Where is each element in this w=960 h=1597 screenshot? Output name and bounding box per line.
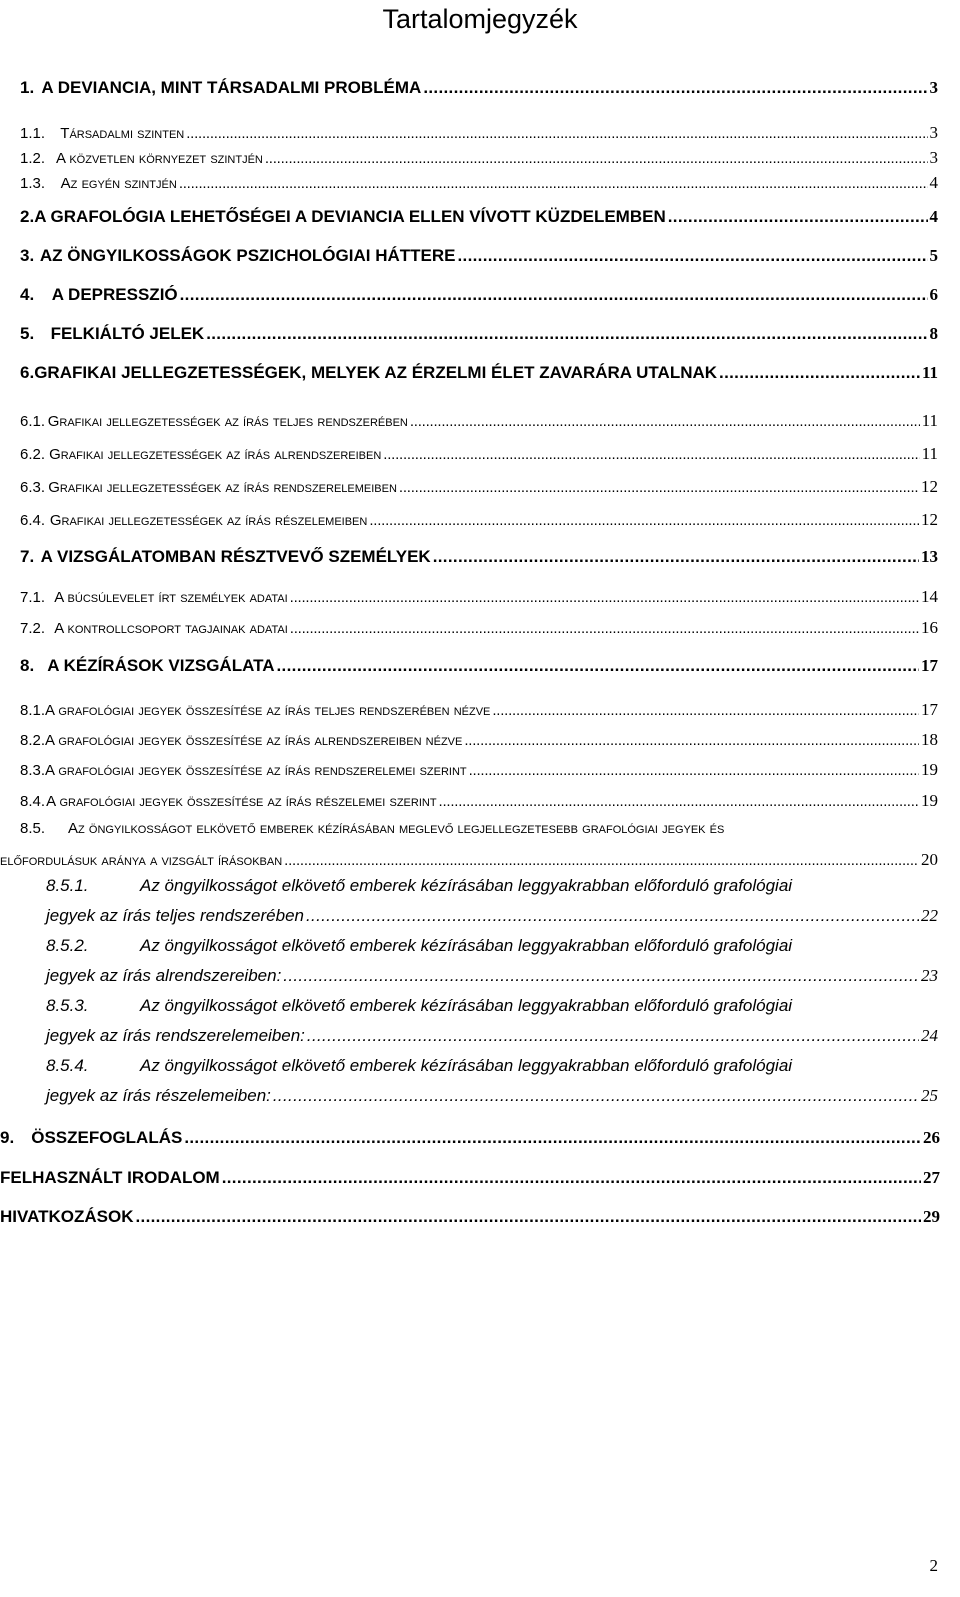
toc-label: Grafikai jellegzetességek az írás alrendszereiben	[49, 446, 382, 463]
toc-leader-dots	[284, 852, 919, 869]
toc-label: A DEPRESSZIÓ	[51, 285, 178, 304]
toc-entry-8-5-cont[interactable]	[0, 850, 938, 870]
toc-label: A grafológiai jegyek összesítése az írás alrendszereiben nézve	[45, 732, 463, 749]
toc-number: 8.5.1.	[46, 876, 89, 895]
toc-page-number: 3	[929, 78, 938, 97]
toc-entry-2[interactable]	[20, 207, 938, 227]
toc-entry-8-5[interactable]	[20, 820, 938, 837]
toc-label: FELHASZNÁLT IRODALOM	[0, 1168, 220, 1187]
toc-leader-dots	[283, 966, 919, 986]
toc-entry-4[interactable]	[20, 285, 938, 305]
toc-leader-dots	[369, 512, 919, 529]
toc-number: 4.	[20, 285, 35, 304]
toc-entry-8-2[interactable]	[20, 730, 938, 750]
toc-label: A GRAFOLÓGIA LEHETŐSÉGEI A DEVIANCIA ELLEN VÍVOTT KÜZDELEMBEN	[34, 207, 666, 226]
toc-page-number: 23	[921, 966, 938, 985]
toc-entry-8-4[interactable]	[20, 791, 938, 811]
toc-leader-dots	[290, 589, 919, 606]
toc-number: 7.	[20, 547, 35, 566]
toc-page-number: 17	[921, 656, 938, 675]
toc-label: GRAFIKAI JELLEGZETESSÉGEK, MELYEK AZ ÉRZELMI ÉLET ZAVARÁRA UTALNAK	[34, 363, 718, 382]
toc-number: 8.5.	[20, 820, 46, 837]
toc-entry-8-5-3[interactable]	[46, 996, 938, 1016]
toc-entry-1-1[interactable]	[20, 123, 938, 143]
toc-entry-citations[interactable]	[0, 1207, 940, 1227]
toc-leader-dots	[265, 150, 928, 167]
toc-label: Társadalmi szinten	[60, 125, 185, 142]
toc-entry-8-3[interactable]	[20, 760, 938, 780]
toc-number: 8.1.	[20, 702, 46, 719]
toc-page-number: 17	[921, 700, 938, 719]
toc-page-number: 25	[921, 1086, 938, 1105]
toc-number: 8.3.	[20, 762, 46, 779]
toc-label: A közvetlen környezet szintjén	[56, 150, 263, 167]
toc-leader-dots	[135, 1207, 921, 1227]
toc-entry-8-5-4-cont[interactable]	[46, 1086, 938, 1106]
toc-page-number: 11	[921, 444, 938, 463]
toc-entry-6-4[interactable]	[20, 510, 938, 530]
toc-label: A búcsúlevelet írt személyek adatai	[54, 589, 288, 606]
toc-leader-dots	[433, 547, 919, 567]
toc-number: 8.5.2.	[46, 936, 89, 955]
toc-leader-dots	[179, 175, 928, 192]
toc-entry-7[interactable]	[20, 547, 938, 567]
toc-label-line1: Az öngyilkosságot elkövető emberek kézírásában leggyakrabban előforduló grafológiai	[140, 996, 793, 1015]
toc-leader-dots	[439, 793, 919, 810]
toc-number: 9.	[0, 1128, 15, 1147]
toc-label: AZ ÖNGYILKOSSÁGOK PSZICHOLÓGIAI HÁTTERE	[39, 246, 456, 265]
toc-entry-7-2[interactable]	[20, 618, 938, 638]
toc-label: FELKIÁLTÓ JELEK	[50, 324, 205, 343]
toc-leader-dots	[306, 906, 919, 926]
toc-number: 6.3.	[20, 479, 46, 496]
toc-leader-dots	[457, 246, 927, 266]
toc-number: 7.1.	[20, 589, 46, 606]
toc-number: 8.	[20, 656, 35, 675]
toc-leader-dots	[180, 285, 928, 305]
toc-leader-dots	[184, 1128, 921, 1148]
toc-number: 5.	[20, 324, 35, 343]
toc-leader-dots	[383, 446, 919, 463]
toc-page-number: 4	[929, 207, 938, 226]
toc-leader-dots	[492, 702, 919, 719]
toc-page-number: 13	[921, 547, 938, 566]
toc-label: A kontrollcsoport tagjainak adatai	[54, 620, 288, 637]
toc-page-number: 3	[929, 148, 938, 167]
toc-entry-references[interactable]	[0, 1168, 940, 1188]
toc-number: 8.5.4.	[46, 1056, 89, 1075]
toc-leader-dots	[206, 324, 927, 344]
toc-page-number: 6	[929, 285, 938, 304]
toc-page-number: 26	[923, 1128, 940, 1147]
toc-label-line2: előfordulásuk aránya a vizsgált írásokban	[0, 852, 283, 869]
toc-page-number: 11	[921, 411, 938, 430]
toc-label: Grafikai jellegzetességek az írás teljes rendszerében	[47, 413, 408, 430]
toc-page-number: 27	[923, 1168, 940, 1187]
toc-entry-6-1[interactable]	[20, 411, 938, 431]
toc-page-number: 11	[921, 363, 938, 382]
toc-entry-9[interactable]	[0, 1128, 940, 1148]
toc-label: A DEVIANCIA, MINT TÁRSADALMI PROBLÉMA	[41, 78, 422, 97]
toc-number: 8.5.3.	[46, 996, 89, 1015]
toc-leader-dots	[668, 207, 928, 227]
toc-number: 6.	[20, 363, 35, 382]
toc-entry-6-3[interactable]	[20, 477, 938, 497]
toc-entry-8[interactable]	[20, 656, 938, 676]
toc-label: A grafológiai jegyek összesítése az írás részelemei szerint	[46, 793, 437, 810]
toc-page-number: 24	[921, 1026, 938, 1045]
toc-entry-1[interactable]	[20, 78, 938, 98]
toc-label: Grafikai jellegzetességek az írás részelemeiben	[49, 512, 368, 529]
toc-page-number: 3	[929, 123, 938, 142]
toc-number: 6.2.	[20, 446, 46, 463]
toc-label: Az egyén szintjén	[60, 175, 177, 192]
toc-label-line1: Az öngyilkosságot elkövető emberek kézírásában leggyakrabban előforduló grafológiai	[140, 936, 793, 955]
toc-page-number: 5	[929, 246, 938, 265]
toc-leader-dots	[464, 732, 919, 749]
toc-label: A grafológiai jegyek összesítése az írás teljes rendszerében nézve	[45, 702, 491, 719]
toc-label-line2: jegyek az írás teljes rendszerében	[46, 906, 304, 925]
toc-page-number: 22	[921, 906, 938, 925]
toc-number: 2.	[20, 207, 35, 226]
toc-label-line1: Az öngyilkosságot elkövető emberek kézírásában meglevő legjellegzetesebb grafológiai jegyek és	[68, 820, 725, 837]
toc-entry-8-5-2[interactable]	[46, 936, 938, 956]
toc-leader-dots	[277, 656, 919, 676]
toc-label-line1: Az öngyilkosságot elkövető emberek kézírásában leggyakrabban előforduló grafológiai	[140, 876, 793, 895]
toc-label-line2: jegyek az írás alrendszereiben:	[46, 966, 282, 985]
toc-leader-dots	[410, 413, 920, 430]
toc-entry-6-2[interactable]	[20, 444, 938, 464]
page-number: 2	[929, 1556, 938, 1575]
toc-entry-6[interactable]	[20, 363, 938, 383]
toc-leader-dots	[222, 1168, 921, 1188]
toc-entry-8-5-4[interactable]	[46, 1056, 938, 1076]
toc-label-line2: jegyek az írás részelemeiben:	[46, 1086, 271, 1105]
toc-page-number: 16	[921, 618, 938, 637]
toc-page-number: 12	[921, 510, 938, 529]
toc-leader-dots	[273, 1086, 919, 1106]
toc-entry-8-5-3-cont[interactable]	[46, 1026, 938, 1046]
toc-page-number: 14	[921, 587, 938, 606]
toc-entry-3[interactable]	[20, 246, 938, 266]
toc-label-line1: Az öngyilkosságot elkövető emberek kézírásában leggyakrabban előforduló grafológiai	[140, 1056, 793, 1075]
toc-number: 1.1.	[20, 125, 46, 142]
toc-entry-5[interactable]	[20, 324, 938, 344]
toc-number: 8.2.	[20, 732, 46, 749]
toc-number: 1.3.	[20, 175, 46, 192]
toc-page-number: 20	[921, 850, 938, 869]
toc-page-number: 19	[921, 791, 938, 810]
toc-entry-7-1[interactable]	[20, 587, 938, 607]
toc-label-line2: jegyek az írás rendszerelemeiben:	[46, 1026, 305, 1045]
toc-entry-8-5-1-cont[interactable]	[46, 906, 938, 926]
toc-label: A KÉZÍRÁSOK VIZSGÁLATA	[47, 656, 275, 675]
toc-leader-dots	[399, 479, 919, 496]
toc-number: 8.4.	[20, 793, 46, 810]
toc-leader-dots	[186, 125, 927, 142]
toc-leader-dots	[719, 363, 920, 383]
page-title: Tartalomjegyzék	[382, 4, 578, 34]
toc-page-number: 12	[921, 477, 938, 496]
toc-entry-1-3[interactable]	[20, 173, 938, 193]
toc-leader-dots	[290, 620, 919, 637]
toc-page-number: 29	[923, 1207, 940, 1226]
toc-number: 3.	[20, 246, 35, 265]
toc-number: 7.2.	[20, 620, 46, 637]
toc-label: Grafikai jellegzetességek az írás rendszerelemeiben	[48, 479, 397, 496]
toc-label: A VIZSGÁLATOMBAN RÉSZTVEVŐ SZEMÉLYEK	[40, 547, 431, 566]
toc-label: ÖSSZEFOGLALÁS	[31, 1128, 183, 1147]
toc-number: 1.	[20, 78, 35, 97]
toc-label: A grafológiai jegyek összesítése az írás rendszerelemei szerint	[45, 762, 467, 779]
toc-entry-8-5-1[interactable]	[46, 876, 938, 896]
toc-number: 6.1.	[20, 413, 46, 430]
toc-leader-dots	[307, 1026, 919, 1046]
toc-page-number: 18	[921, 730, 938, 749]
toc-label: HIVATKOZÁSOK	[0, 1207, 134, 1226]
toc-page-number: 8	[929, 324, 938, 343]
toc-leader-dots	[423, 78, 927, 98]
toc-number: 1.2.	[20, 150, 46, 167]
toc-page-number: 19	[921, 760, 938, 779]
toc-entry-8-1[interactable]	[20, 700, 938, 720]
toc-entry-1-2[interactable]	[20, 148, 938, 168]
toc-number: 6.4.	[20, 512, 46, 529]
toc-leader-dots	[469, 762, 919, 779]
toc-page-number: 4	[929, 173, 938, 192]
toc-entry-8-5-2-cont[interactable]	[46, 966, 938, 986]
